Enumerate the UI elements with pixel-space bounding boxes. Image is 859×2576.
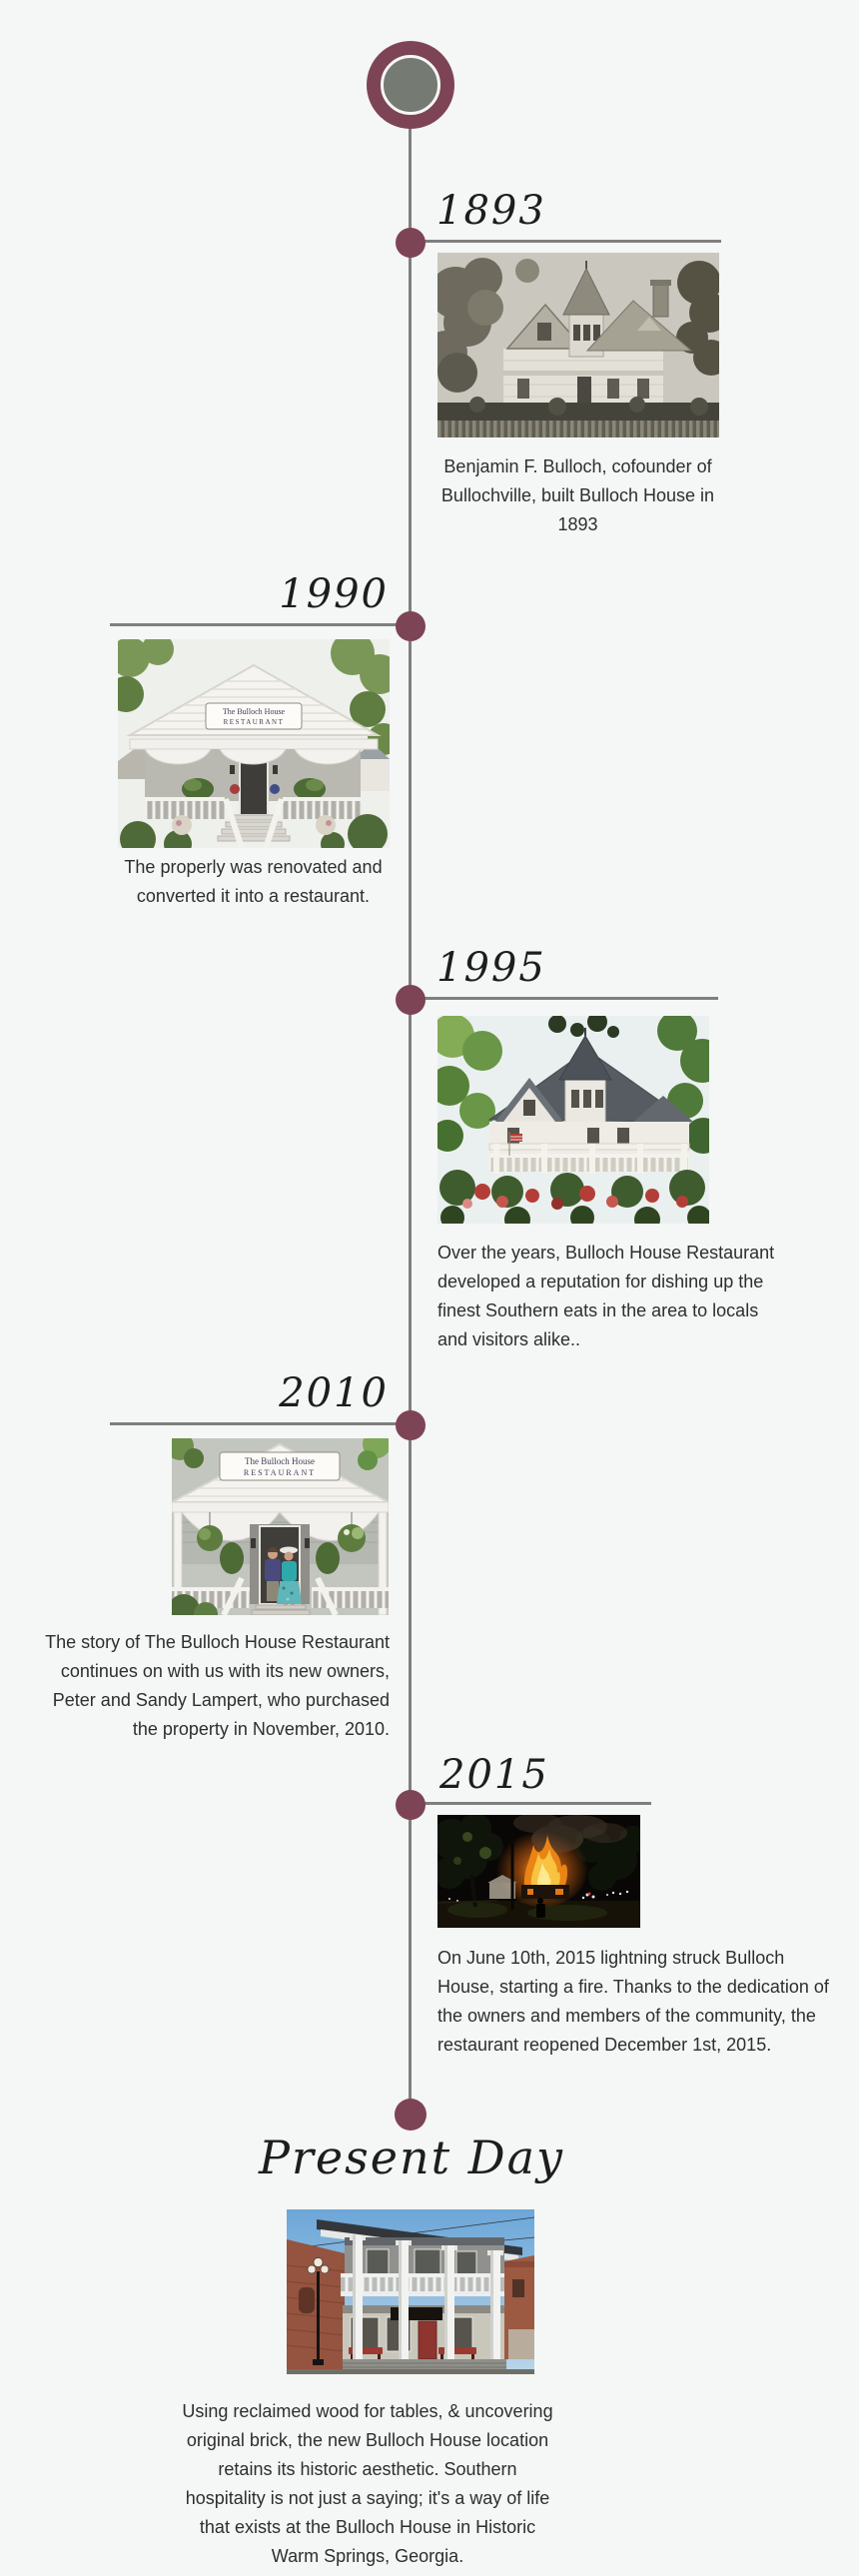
timeline-end-dot [395,2099,427,2131]
photo-sign-line2-1990: RESTAURANT [223,718,285,726]
event-year-heading-1995: 1995 [436,945,546,991]
event-connector-line-1990 [110,623,411,626]
event-photo-1990 [118,639,390,848]
photo-sign-line1-1990: The Bulloch House [222,707,286,716]
event-dot-1893 [396,228,426,258]
event-dot-2015 [396,1790,426,1820]
event-caption-2010: The story of The Bulloch House Restaurant continues on with us with its new owners, Peter and Sandy Lampert, who purchased the property in November, 2010. [45,1632,390,1739]
event-caption-1893: Benjamin F. Bulloch, cofounder of Bullochville, built Bulloch House in 1893 [440,456,715,534]
event-photo-2010 [172,1438,389,1615]
event-dot-1990 [396,611,426,641]
event-year-heading-1990: 1990 [279,571,389,617]
present-day-caption: Using reclaimed wood for tables, & uncovering original brick, the new Bulloch House location retains its historic aesthetic. Southern hospitality is not just a saying; it's a way of life that exists at the Bulloch House in Historic Warm Springs, Georgia. [182,2401,553,2566]
event-photo-1893 [437,253,719,437]
photo-sign-line2-2010: RESTAURANT [243,1468,317,1477]
event-caption-1990: The properly was renovated and converted it into a restaurant. [124,857,383,906]
event-year-heading-1893: 1893 [436,188,546,234]
event-photo-2015 [437,1815,640,1928]
present-day-photo [287,2209,534,2374]
event-connector-line-1893 [411,240,721,243]
event-caption-1995: Over the years, Bulloch House Restaurant developed a reputation for dishing up the finest Southern eats in the area to locals and visitors alike.. [437,1243,775,1349]
event-connector-line-2015 [411,1802,651,1805]
event-year-heading-2010: 2010 [279,1370,389,1416]
event-photo-1995 [437,1016,709,1224]
event-dot-1995 [396,985,426,1015]
timeline-start-marker-inner [381,55,440,115]
present-day-title: Present Day [258,2131,565,2184]
event-dot-2010 [396,1410,426,1440]
event-caption-2015: On June 10th, 2015 lightning struck Bulloch House, starting a fire. Thanks to the dedication of the owners and members of the community, the restaurant reopened December 1st, 2015. [437,1948,829,2055]
photo-sign-line1-2010: The Bulloch House [245,1456,315,1466]
timeline-start-marker [367,41,454,129]
event-connector-line-1995 [411,997,718,1000]
event-year-heading-2015: 2015 [439,1752,549,1798]
event-connector-line-2010 [110,1422,411,1425]
